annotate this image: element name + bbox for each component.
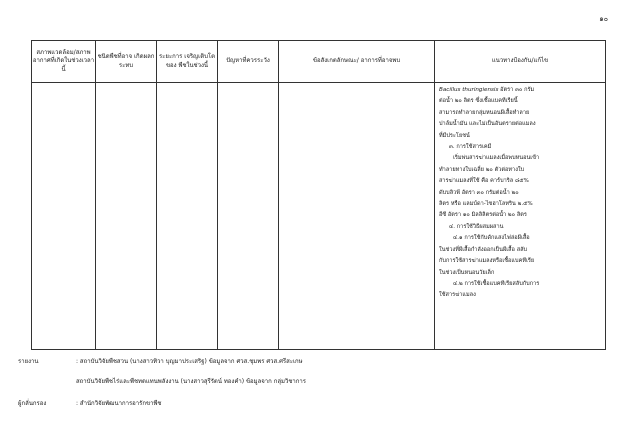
- advisory-table: [31, 40, 606, 350]
- remedy-line: ต่อน้ำ ๒๐ ลิตร ซึ่งเชื้อแบคทีเรียนี้: [439, 98, 518, 105]
- cell-prevention: [435, 83, 606, 350]
- header-environment: สภาพแวดล้อม/สภาพ อากาศที่เกิดในช่วงเวลานี้: [32, 41, 96, 83]
- cell-growth-stage: [157, 83, 218, 350]
- reviewer-label: ผู้กลั่นกรอง: [18, 400, 47, 407]
- header-problems: ปัญหาที่ควรระวัง: [218, 41, 279, 83]
- header-row: [32, 41, 606, 83]
- table-row: [32, 83, 606, 350]
- remedy-heading: ๓. การใช้สารเคมี: [449, 144, 492, 151]
- remedy-line: ในช่วงเป็นหนอนวัยเล็ก: [439, 269, 495, 276]
- remedy-line: ดับบลิวพี อัตรา ๓๐ กรัมต่อน้ำ ๒๐: [439, 189, 519, 196]
- remedy-line: ปาล์มน้ำมัน และไม่เป็นอันตรายต่อแมลง: [439, 121, 536, 128]
- page-number: ๑๐: [599, 15, 608, 23]
- report-line-2: [18, 376, 306, 386]
- report-label: รายงาน: [18, 358, 39, 365]
- remedy-line: ลิตร หรือ แลมบ์ดา-ไซฮาโลทริน ๒.๕%: [439, 201, 533, 208]
- cell-environment: [32, 83, 96, 350]
- remedy-line: ทำลายทางใบเฉลี่ย ๒๐ ตัวต่อทางใบ: [439, 166, 525, 173]
- reviewer-value: : สำนักวิจัยพัฒนาการอารักขาพืช: [76, 400, 162, 407]
- remedy-line: ที่มีประโยชน์: [439, 132, 470, 139]
- remedy-line: Bacillus thuringiensis อัตรา ๓๐ กรัม: [439, 87, 535, 93]
- remedy-line: ในช่วงที่ผีเสื้อกำลังออกเป็นผีเสื้อ สลับ: [439, 246, 528, 253]
- remedy-line: เริ่มพ่นสารฆ่าแมลงเมื่อพบหนอนเข้า: [453, 155, 540, 162]
- remedy-line: สามารถทำลายกลุ่มหนอนผีเสื้อทำลาย: [439, 109, 530, 116]
- report-source-2: สถาบันวิจัยพืชไร่และพืชทดแทนพลังงาน (นางสาวสุรีรัตน์ ทองคำ) ข้อมูลจาก กลุ่มวิชาการ: [76, 378, 307, 385]
- remedy-line: ๔.๒ การใช้เชื้อแบคทีเรียสลับกับการ: [453, 280, 540, 287]
- report-line-1: [18, 356, 303, 366]
- remedy-line: ใช้สารฆ่าแมลง: [439, 292, 476, 299]
- header-symptoms: ข้อสังเกตลักษณะ/ อาการที่อาจพบ: [279, 41, 435, 83]
- remedy-line: อีซี อัตรา ๑๐ มิลลิลิตรต่อน้ำ ๒๐ ลิตร: [439, 212, 527, 219]
- cell-problems: [218, 83, 279, 350]
- remedy-heading: ๔. การใช้วิธีผสมผสาน: [449, 223, 504, 230]
- report-source-1: : สถาบันวิจัยพืชสวน (นางสาวทิวา บุญมาประเสริฐ) ข้อมูลจาก ศวส.ชุมพร ศวส.ศรีสะเกษ: [76, 358, 303, 365]
- remedy-line: ๔.๑ การใช้กับดักแสงไฟล่อผีเสื้อ: [453, 235, 530, 242]
- cell-symptoms: [279, 83, 435, 350]
- prevention-text: [435, 83, 605, 302]
- bacillus-species: Bacillus thuringiensis: [439, 87, 499, 93]
- header-growth-stage: ระยะการ เจริญเติบโตของ พืชในช่วงนี้: [157, 41, 218, 83]
- header-crop-type: ชนิดพืชที่อาจ เกิดผลกระทบ: [96, 41, 157, 83]
- reviewer-line: [18, 398, 162, 408]
- remedy-line: กับการใช้สารฆ่าแมลงหรือเชื้อแบคทีเรีย: [439, 258, 535, 265]
- header-prevention: แนวทางป้องกัน/แก้ไข: [435, 41, 606, 83]
- remedy-line: สารฆ่าแมลงที่ใช้ คือ คาร์บาริล ๘๕%: [439, 178, 529, 185]
- cell-crop-type: [96, 83, 157, 350]
